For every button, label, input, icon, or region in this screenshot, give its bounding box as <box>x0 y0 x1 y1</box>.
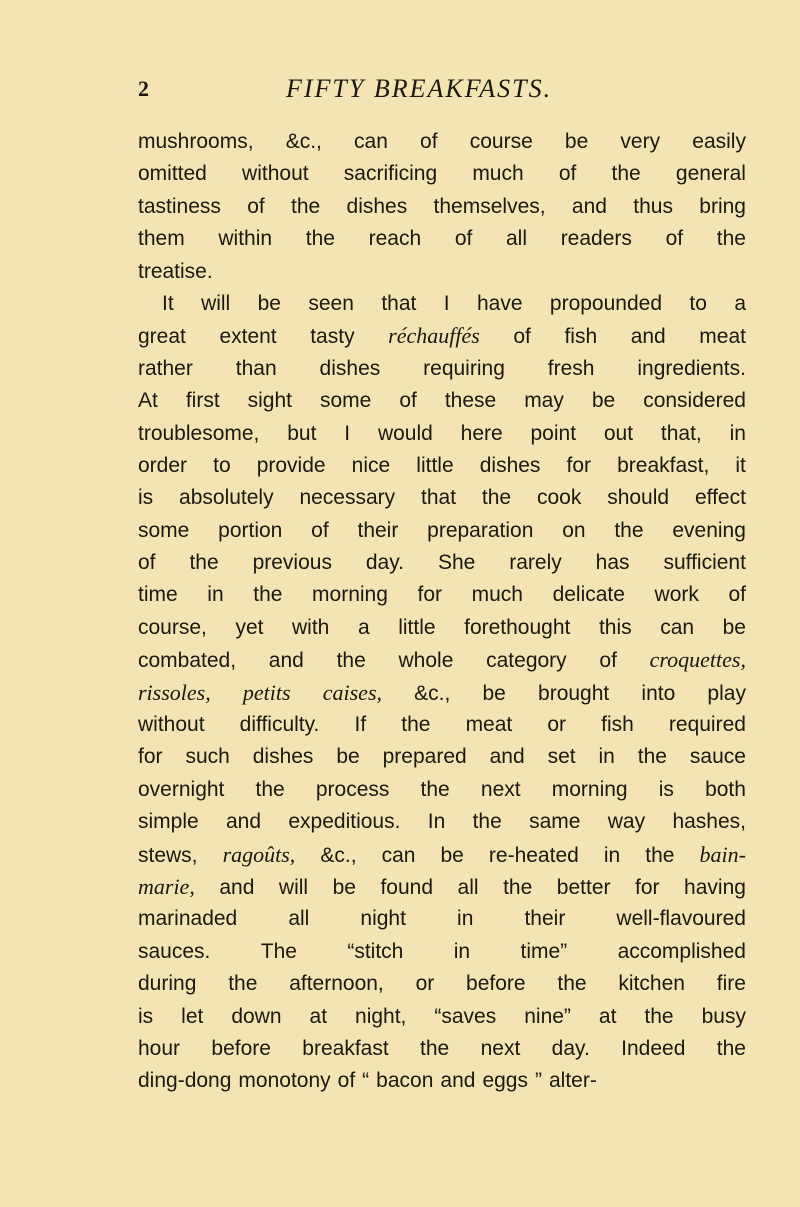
text-line <box>138 903 746 935</box>
word: stews, <box>138 843 198 867</box>
text-line <box>138 968 746 1000</box>
body-text <box>138 126 746 1098</box>
word: seen <box>308 291 354 315</box>
word: in <box>603 843 621 867</box>
word: all <box>288 907 310 931</box>
word: the <box>228 972 258 996</box>
word: reach <box>368 227 422 251</box>
word: all <box>506 227 528 251</box>
word: in <box>457 907 474 931</box>
word: themselves, <box>433 194 546 218</box>
word: that <box>421 486 457 510</box>
word: here <box>460 421 503 445</box>
word: “ <box>362 1069 370 1093</box>
word: their <box>357 518 399 542</box>
word: kitchen <box>618 972 685 996</box>
word: eggs <box>482 1069 528 1093</box>
word: set <box>547 745 576 769</box>
word: before <box>211 1036 271 1060</box>
word: morning <box>312 583 388 607</box>
word: The <box>260 939 297 963</box>
word: the <box>420 777 450 801</box>
word: tasty <box>310 325 355 349</box>
word: without <box>138 713 205 737</box>
word: and <box>219 875 255 899</box>
word: combated, <box>138 649 237 673</box>
word: very <box>620 130 661 153</box>
word: and <box>440 1069 476 1093</box>
word: be <box>482 681 506 705</box>
page-number: 2 <box>138 76 149 101</box>
word: It <box>162 291 174 315</box>
word: of <box>337 1069 356 1093</box>
word: sufficient <box>663 551 746 575</box>
word: to <box>689 291 707 315</box>
word: would <box>377 421 433 445</box>
word: rather <box>138 356 193 380</box>
italic-word: petits <box>242 679 291 705</box>
word: readers <box>560 227 632 251</box>
word: prepared <box>382 745 467 769</box>
word: is <box>138 486 154 510</box>
word: or <box>547 713 567 737</box>
word: dishes <box>319 356 381 380</box>
word: sight <box>247 389 292 413</box>
word: &c., <box>285 130 322 153</box>
word: the <box>637 745 667 769</box>
word: these <box>444 389 497 413</box>
text-line <box>138 709 746 741</box>
word: all <box>457 875 479 899</box>
word: have <box>476 291 523 315</box>
word: day. <box>551 1036 590 1060</box>
word: point <box>530 421 577 445</box>
word: category <box>486 649 567 673</box>
word: the <box>644 1004 674 1028</box>
word: of <box>420 130 438 153</box>
word: previous <box>252 551 332 575</box>
text-line <box>138 482 746 514</box>
word: the <box>716 227 746 251</box>
text-line <box>138 839 746 871</box>
word: of <box>311 518 329 542</box>
word: fish <box>564 325 598 349</box>
text-line <box>138 1001 746 1033</box>
italic-word: caises, <box>322 679 382 705</box>
word: down <box>231 1004 282 1028</box>
word: course, <box>138 615 207 639</box>
word: Indeed <box>621 1036 686 1060</box>
word: the <box>557 972 587 996</box>
italic-word: marie, <box>138 873 195 899</box>
word: fresh <box>547 356 595 380</box>
word: fish <box>601 713 634 737</box>
word: time <box>138 583 178 607</box>
word: to <box>213 453 231 477</box>
word: little <box>416 453 454 477</box>
word: that <box>381 291 417 315</box>
word: a <box>734 291 746 315</box>
word: morning <box>551 777 628 801</box>
text-line <box>138 579 746 611</box>
word: propounded <box>549 291 663 315</box>
word: dishes <box>252 745 314 769</box>
word: and <box>268 649 304 673</box>
word: be <box>440 843 464 867</box>
word: dishes <box>346 194 408 218</box>
word: monotony <box>238 1069 331 1093</box>
word: the <box>401 713 431 737</box>
word: such <box>185 745 230 769</box>
word: brought <box>538 681 610 705</box>
word: considered <box>643 389 746 413</box>
word: provide <box>256 453 326 477</box>
word: their <box>524 907 566 931</box>
word: required <box>668 713 746 737</box>
word: alter- <box>548 1069 597 1093</box>
word: but <box>287 421 317 445</box>
text-line <box>138 385 746 417</box>
word: first <box>185 389 220 413</box>
word: be <box>336 745 360 769</box>
word: overnight <box>138 777 225 801</box>
word: may <box>524 389 564 413</box>
word: ding-dong <box>138 1069 232 1093</box>
word: absolutely <box>179 486 274 510</box>
word: I <box>344 421 351 445</box>
word: having <box>684 875 746 899</box>
word: &c., <box>320 843 357 867</box>
text-line <box>138 871 746 903</box>
word: out <box>603 421 634 445</box>
word: of <box>665 227 684 251</box>
word: afternoon, <box>289 972 384 996</box>
word: treatise. <box>138 259 213 283</box>
word: without <box>242 162 309 186</box>
word: accomplished <box>617 939 746 963</box>
italic-word: ragoûts, <box>222 841 296 867</box>
word: general <box>675 162 746 186</box>
word: be <box>722 615 746 639</box>
word: the <box>481 486 512 510</box>
word: for <box>566 453 592 477</box>
word: omitted <box>138 162 207 186</box>
word: and <box>630 325 666 349</box>
word: “stitch <box>347 939 404 963</box>
word: little <box>398 615 436 639</box>
word: busy <box>701 1004 746 1028</box>
word: play <box>707 681 746 705</box>
word: the <box>253 583 283 607</box>
text-line <box>138 936 746 968</box>
word: can <box>354 130 388 153</box>
word: portion <box>218 518 283 542</box>
word: on <box>562 518 586 542</box>
word: be <box>591 389 616 413</box>
text-line <box>138 1033 746 1065</box>
italic-word: croquettes, <box>649 647 746 673</box>
word: night <box>360 907 406 931</box>
word: delicate <box>552 583 625 607</box>
word: same <box>529 810 581 834</box>
word: process <box>315 777 390 801</box>
word: whole <box>398 649 454 673</box>
word: the <box>336 649 366 673</box>
text-line <box>138 1065 746 1097</box>
word: &c., <box>414 681 451 705</box>
word: expeditious. <box>288 810 401 834</box>
word: and <box>226 810 262 834</box>
word: the <box>645 843 675 867</box>
word: for <box>635 875 660 899</box>
word: extent <box>219 325 277 349</box>
word: the <box>614 518 644 542</box>
word: in <box>729 421 746 445</box>
word: be <box>257 291 281 315</box>
word: the <box>420 1036 450 1060</box>
word: meat <box>699 325 746 349</box>
text-line <box>138 547 746 579</box>
word: effect <box>694 486 746 510</box>
word: or <box>415 972 435 996</box>
word: of <box>599 649 617 673</box>
word: simple <box>138 810 199 834</box>
word: course <box>469 130 533 153</box>
word: should <box>607 486 670 510</box>
word: mushrooms, <box>138 130 254 153</box>
word: of <box>138 551 156 575</box>
word: the <box>189 551 219 575</box>
word: hashes, <box>672 810 746 834</box>
word: great <box>138 325 186 349</box>
word: order <box>138 453 188 477</box>
word: of <box>454 227 473 251</box>
word: for <box>417 583 443 607</box>
word: forethought <box>464 615 571 639</box>
word: of <box>728 583 746 607</box>
word: at <box>309 1004 328 1028</box>
word: of <box>247 194 265 218</box>
word: time” <box>520 939 568 963</box>
word: than <box>235 356 277 380</box>
word: breakfast <box>302 1036 389 1060</box>
word: is <box>658 777 674 801</box>
word: both <box>705 777 746 801</box>
word: found <box>380 875 434 899</box>
word: within <box>218 227 273 251</box>
word: marinaded <box>138 907 238 931</box>
word: the <box>305 227 335 251</box>
text-line <box>138 806 746 838</box>
word: In <box>427 810 446 834</box>
word: re-heated <box>488 843 579 867</box>
word: next <box>480 777 521 801</box>
word: bacon <box>376 1069 434 1093</box>
word: is <box>138 1004 154 1028</box>
word: requiring <box>423 356 505 380</box>
running-head <box>138 74 738 110</box>
word: the <box>503 875 533 899</box>
italic-word: rissoles, <box>138 679 211 705</box>
text-line <box>138 288 746 320</box>
text-line <box>138 741 746 773</box>
word: it <box>735 453 746 477</box>
word: during <box>138 972 197 996</box>
word: I <box>443 291 450 315</box>
text-line <box>138 256 746 288</box>
word: cook <box>536 486 582 510</box>
text-line <box>138 644 746 676</box>
text-line <box>138 191 746 223</box>
word: be <box>564 130 589 153</box>
text-line <box>138 774 746 806</box>
word: at <box>598 1004 617 1028</box>
word: easily <box>692 130 746 153</box>
word: yet <box>235 615 264 639</box>
text-line <box>138 320 746 352</box>
word: At <box>138 389 158 413</box>
word: better <box>556 875 611 899</box>
word: thus <box>633 194 673 218</box>
word: preparation <box>427 518 534 542</box>
word: before <box>466 972 526 996</box>
italic-word: réchauffés <box>388 323 480 349</box>
italic-word: bain- <box>699 841 746 867</box>
word: next <box>480 1036 521 1060</box>
word: in <box>207 583 224 607</box>
text-line <box>138 418 746 450</box>
word: nine” <box>524 1004 571 1028</box>
word: ingredients. <box>637 356 746 380</box>
word: in <box>453 939 471 963</box>
text-line <box>138 612 746 644</box>
word: can <box>660 615 695 639</box>
word: tastiness <box>138 194 221 218</box>
word: some <box>138 518 190 542</box>
word: much <box>471 583 523 607</box>
word: meat <box>465 713 513 737</box>
word: a <box>357 615 370 639</box>
word: hour <box>138 1036 181 1060</box>
word: bring <box>699 194 746 218</box>
word: day. <box>365 551 405 575</box>
word: way <box>607 810 646 834</box>
word: evening <box>672 518 746 542</box>
word: of <box>513 325 531 349</box>
word: troublesome, <box>138 421 260 445</box>
word: night, <box>355 1004 407 1028</box>
running-title: FIFTY BREAKFASTS. <box>286 74 553 103</box>
word: let <box>181 1004 204 1028</box>
word: has <box>595 551 630 575</box>
word: some <box>319 389 372 413</box>
word: “saves <box>434 1004 497 1028</box>
word: rarely <box>509 551 562 575</box>
word: will <box>278 875 309 899</box>
word: into <box>641 681 676 705</box>
word: necessary <box>299 486 396 510</box>
word: difficulty. <box>239 713 320 737</box>
word: the <box>611 162 641 186</box>
word: for <box>138 745 163 769</box>
word: She <box>437 551 476 575</box>
text-line <box>138 158 746 190</box>
word: much <box>472 162 524 186</box>
word: nice <box>351 453 391 477</box>
word: well-flavoured <box>616 907 746 931</box>
word: them <box>138 227 185 251</box>
text-line <box>138 515 746 547</box>
word: of <box>558 162 577 186</box>
word: the <box>716 1036 746 1060</box>
word: sacrificing <box>343 162 438 186</box>
word: dishes <box>479 453 541 477</box>
word: work <box>654 583 699 607</box>
word: with <box>292 615 330 639</box>
word: If <box>354 713 367 737</box>
word: sauces. <box>138 939 211 963</box>
word: the <box>255 777 285 801</box>
word: the <box>291 194 321 218</box>
word: of <box>399 389 417 413</box>
word: that, <box>660 421 702 445</box>
text-line <box>138 126 746 158</box>
word: will <box>201 291 231 315</box>
word: and <box>571 194 607 218</box>
word: can <box>381 843 416 867</box>
text-line <box>138 353 746 385</box>
word: sauce <box>689 745 746 769</box>
word: be <box>332 875 356 899</box>
text-line <box>138 450 746 482</box>
word: and <box>489 745 525 769</box>
word: the <box>472 810 502 834</box>
text-line <box>138 677 746 709</box>
word: this <box>598 615 632 639</box>
text-line <box>138 223 746 255</box>
word: breakfast, <box>617 453 710 477</box>
word: ” <box>534 1069 542 1093</box>
word: in <box>598 745 615 769</box>
word: fire <box>716 972 746 996</box>
